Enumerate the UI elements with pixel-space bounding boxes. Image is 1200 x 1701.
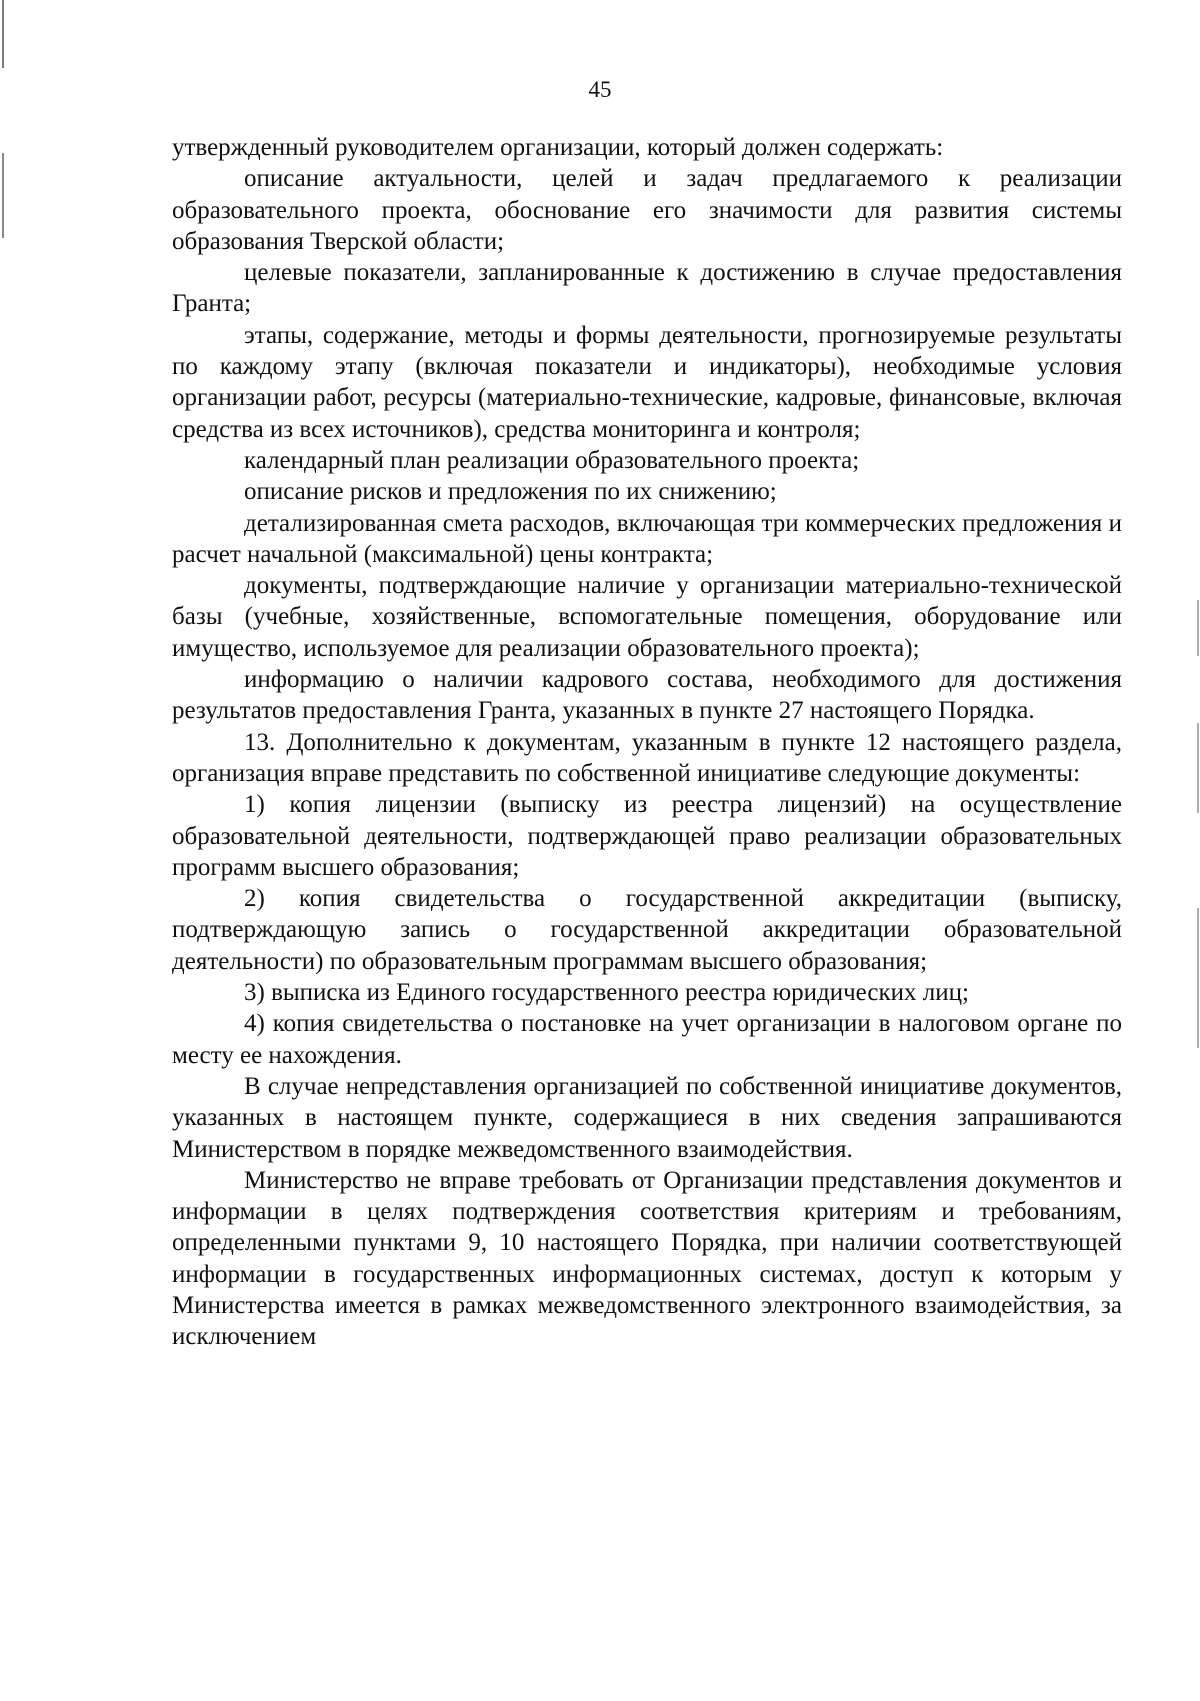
paragraph-risks: описание рисков и предложения по их снижению;	[244, 478, 777, 506]
page-number: 45	[588, 77, 612, 102]
paragraph-material-base: документы, подтверждающие наличие у организации материально-технической базы (учебные, хозяйственные, вспомогательные помещения, оборудование или имущество, используемое для реализации образовательного проекта);	[172, 572, 1122, 662]
body-text	[172, 132, 1122, 1353]
paragraph-project-description: описание актуальности, целей и задач предлагаемого к реализации образовательного проекта, обоснование его значимости для развития системы образования Тверской области;	[172, 165, 1122, 255]
paragraph-ministry-restriction: Министерство не вправе требовать от Организации представления документов и информации в целях подтверждения соответствия критериям и требованиям, определенными пунктами 9, 10 настоящего Порядка, при наличии соответствующей информации в государственных информационных системах, доступ к которым у Министерства имеется в рамках межведомственного электронного взаимодействия, за исключением	[172, 1166, 1122, 1351]
paragraph-item-13: 13. Дополнительно к документам, указанным в пункте 12 настоящего раздела, организация вправе представить по собственной инициативе следующие документы:	[172, 728, 1122, 787]
paragraph-target-indicators: целевые показатели, запланированные к достижению в случае предоставления Гранта;	[172, 259, 1122, 318]
scan-edge-right	[1197, 600, 1199, 1160]
list-item-tax-certificate: 4) копия свидетельства о постановке на учет организации в налоговом органе по месту ее нахождения.	[172, 1010, 1122, 1069]
scan-edge-left	[2, 0, 4, 1701]
list-item-license: 1) копия лицензии (выписку из реестра лицензий) на осуществление образовательной деятельности, подтверждающей право реализации образовательных программ высшего образования;	[172, 791, 1122, 881]
paragraph-staff: информацию о наличии кадрового состава, необходимого для достижения результатов предоставления Гранта, указанных в пункте 27 настоящего Порядка.	[172, 666, 1122, 725]
paragraph-non-submission: В случае непредставления организацией по собственной инициативе документов, указанных в настоящем пункте, содержащиеся в них сведения запрашиваются Министерством в порядке межведомственного взаимодействия.	[172, 1072, 1122, 1163]
paragraph-stages: этапы, содержание, методы и формы деятельности, прогнозируемые результаты по каждому этапу (включая показатели и индикаторы), необходимые условия организации работ, ресурсы (материально-технические, кадровые, финансовые, включая средства из всех источников), средства мониторинга и контроля;	[172, 321, 1122, 443]
paragraph-cost-estimate: детализированная смета расходов, включающая три коммерческих предложения и расчет начальной (максимальной) цены контракта;	[172, 509, 1122, 568]
paragraph-continuation: утвержденный руководителем организации, который должен содержать:	[172, 134, 944, 161]
list-item-accreditation: 2) копия свидетельства о государственной аккредитации (выписку, подтверждающую запись о государственной аккредитации образовательной деятельности) по образовательным программам высшего образования;	[172, 885, 1122, 975]
list-item-registry-extract: 3) выписка из Единого государственного реестра юридических лиц;	[244, 979, 969, 1007]
paragraph-calendar-plan: календарный план реализации образовательного проекта;	[244, 446, 860, 474]
